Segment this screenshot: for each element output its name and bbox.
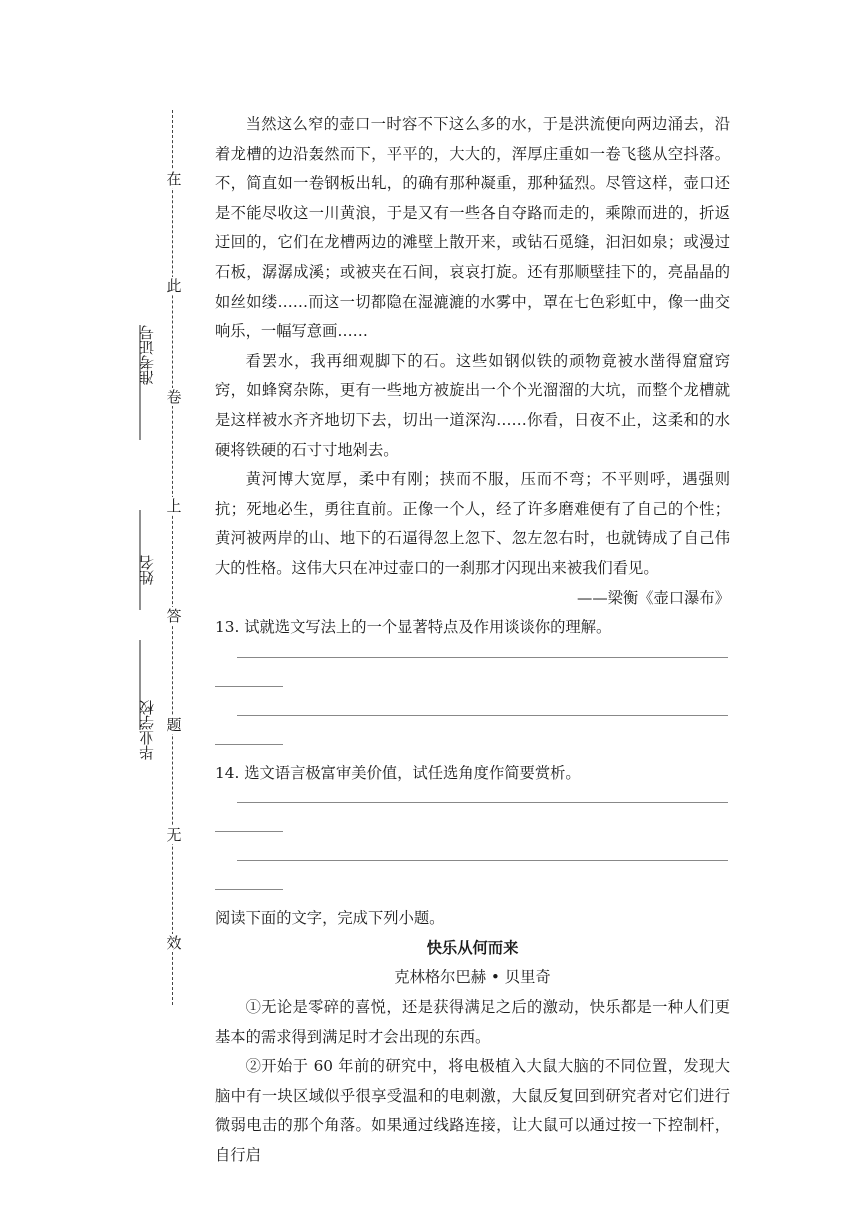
passage-paragraph: 当然这么窄的壶口一时容不下这么多的水，于是洪流便向两边涌去，沿着龙槽的边沿轰然而下，平平的，大大的，浑厚庄重如一卷飞毯从空抖落。不，简直如一卷钢板出轧，的确有那种凝重，那种猛烈。尽管这样，壶口还是不能尽收这一川黄浪，于是又有一些各自夺路而走的，乘隙而进的，折返迂回的，它们在龙槽两边的滩壁上散开来，或钻石觅缝，汩汩如泉；或漫过石板，潺潺成溪；或被夹在石间，哀哀打旋。还有那顺壁挂下的，亮晶晶的如丝如缕……而这一切都隐在湿漉漉的水雾中，罩在七色彩虹中，像一曲交响乐，一幅写意画…… xyxy=(215,115,730,341)
main-content xyxy=(215,110,730,1171)
seal-char: 无 xyxy=(166,826,182,844)
reading-instruction: 阅读下面的文字，完成下列小题。 xyxy=(215,909,445,928)
article-title: 快乐从何而来 xyxy=(426,938,519,957)
binding-cut-line xyxy=(172,110,173,1005)
field-underlines xyxy=(138,325,142,795)
answer-line[interactable] xyxy=(215,701,730,730)
answer-line[interactable] xyxy=(215,672,730,701)
article-author: 克林格尔巴赫 • 贝里奇 xyxy=(394,968,551,987)
passage-paragraph: 黄河博大宽厚，柔中有刚；挟而不服，压而不弯；不平则呼，遇强则抗；死地必生，勇往直前。正像一个人，经了许多磨难便有了自己的个性；黄河被两岸的山、地下的石逼得忽上忽下、忽左忽右时，也就铸成了自己伟大的性格。这伟大只在冲过壶口的一刹那才闪现出来被我们看见。 xyxy=(215,470,730,577)
name-label: 姓名 xyxy=(138,555,156,585)
seal-char: 上 xyxy=(166,497,182,515)
article-paragraph: ①无论是零碎的喜悦，还是获得满足之后的激动，快乐都是一种人们更基本的需求得到满足时才会出现的东西。 xyxy=(215,998,730,1046)
seal-char: 答 xyxy=(166,607,182,625)
answer-line[interactable] xyxy=(215,817,730,846)
answer-line[interactable] xyxy=(215,846,730,875)
exam-id-label: 准考证号 xyxy=(138,325,156,385)
question-13: 13. 试就选文写法上的一个显著特点及作用谈谈你的理解。 xyxy=(215,618,612,637)
question-14: 14. 选文语言极富审美价值，试任选角度作简要赏析。 xyxy=(215,763,581,782)
seal-char: 题 xyxy=(166,716,182,734)
passage-paragraph: 看罢水，我再细观脚下的石。这些如钢似铁的顽物竟被水凿得窟窟窍窍，如蜂窝杂陈，更有一些地方被旋出一个个光溜溜的大坑，而整个龙槽就是这样被水齐齐地切下去，切出一道深沟……你看，日夜不止，这柔和的水硬将铁硬的石寸寸地剁去。 xyxy=(215,351,730,459)
answer-line[interactable] xyxy=(215,788,730,817)
answer-line[interactable] xyxy=(215,643,730,672)
seal-char: 卷 xyxy=(166,388,182,406)
answer-line[interactable] xyxy=(215,730,730,759)
article-paragraph: ②开始于 60 年前的研究中，将电极植入大鼠大脑的不同位置，发现大脑中有一块区域似乎很享受温和的电刺激，大鼠反复回到研究者对它们进行微弱电击的那个角落。如果通过线路连接，让大鼠可以通过按一下控制杆，自行启 xyxy=(215,1057,730,1165)
seal-char: 效 xyxy=(166,934,182,952)
school-label: 毕业学校 xyxy=(138,700,156,760)
passage-attribution: ——梁衡《壶口瀑布》 xyxy=(577,588,730,607)
seal-char: 在 xyxy=(166,170,182,188)
seal-char: 此 xyxy=(166,277,182,295)
answer-line[interactable] xyxy=(215,875,730,904)
